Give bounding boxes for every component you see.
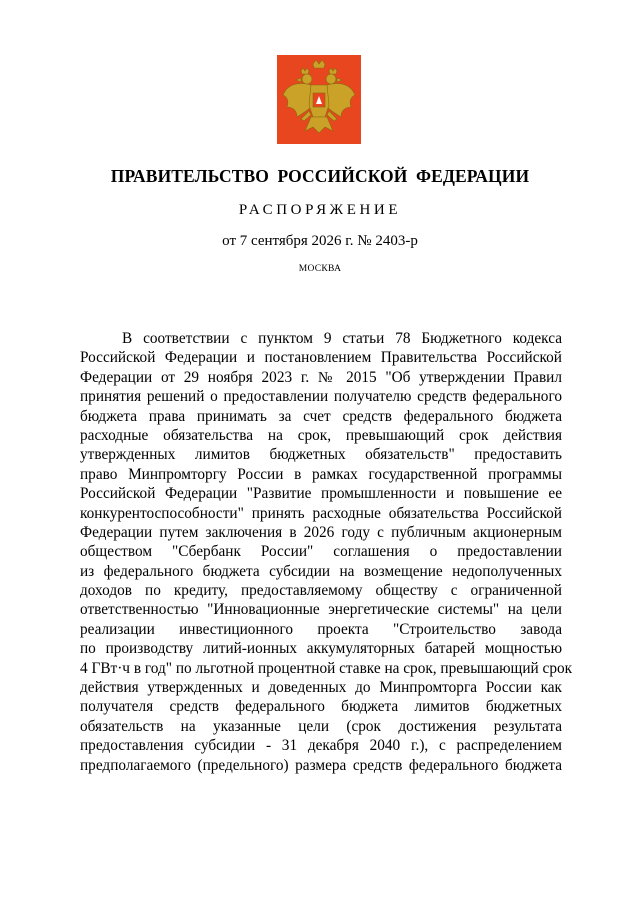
body-line: предполагаемого (предельного) размера средств федерального бюджета xyxy=(80,756,562,774)
body-line: конкурентоспособности" принять расходные обязательства Российской xyxy=(80,504,562,522)
body-line: ответственностью "Инновационные энергетические системы" на цели xyxy=(80,601,562,619)
body-line: обязательств на указанные цели (срок достижения результата xyxy=(80,717,562,735)
document-date-number: от 7 сентября 2026 г. № 2403-р xyxy=(222,233,418,249)
body-line: реализации инвестиционного проекта "Строительство завода xyxy=(80,620,562,638)
body-line: бюджета права принимать за счет средств федерального бюджета xyxy=(80,407,562,425)
coat-of-arms-icon xyxy=(277,55,361,144)
body-line: Федерации от 29 ноября 2023 г. № 2015 "Об утверждении Правил xyxy=(80,368,562,386)
body-line: по производству литий-ионных аккумуляторных батарей мощностью xyxy=(80,640,562,658)
body-line: Российской Федерации и постановлением Правительства Российской xyxy=(80,349,562,367)
document-body xyxy=(80,329,573,775)
body-line: утвержденных лимитов бюджетных обязательств" предоставить xyxy=(80,446,562,464)
government-title: ПРАВИТЕЛЬСТВО РОССИЙСКОЙ ФЕДЕРАЦИИ xyxy=(110,166,530,186)
body-line: из федерального бюджета субсидии на возмещение недополученных xyxy=(80,562,562,580)
body-line: расходные обязательства на срок, превышающий срок действия xyxy=(80,426,562,444)
body-line: доходов по кредиту, предоставляемому обществу с ограниченной xyxy=(80,582,562,600)
body-line: обществом "Сбербанк России" соглашения о предоставлении xyxy=(80,543,562,561)
body-line: 4 ГВт·ч в год" по льготной процентной ставке на срок, превышающий срок xyxy=(80,659,573,677)
document-city: МОСКВА xyxy=(298,264,342,274)
body-line: получателя средств федерального бюджета лимитов бюджетных xyxy=(80,698,562,716)
body-line: Федерации путем заключения в 2026 году с публичным акционерным xyxy=(80,523,562,541)
document-type: РАСПОРЯЖЕНИЕ xyxy=(238,202,402,218)
body-line: действия утвержденных и доведенных до Минпромторга России как xyxy=(80,679,562,697)
body-line: принятия решений о предоставлении получателю средств федерального xyxy=(80,388,562,406)
body-line: право Минпромторгу России в рамках государственной программы xyxy=(80,465,562,483)
body-line: В соответствии с пунктом 9 статьи 78 Бюджетного кодекса xyxy=(122,330,562,347)
body-line: предоставления субсидии - 31 декабря 2040 г.), с распределением xyxy=(80,737,562,755)
body-line: Российской Федерации "Развитие промышленности и повышение ее xyxy=(80,485,562,503)
